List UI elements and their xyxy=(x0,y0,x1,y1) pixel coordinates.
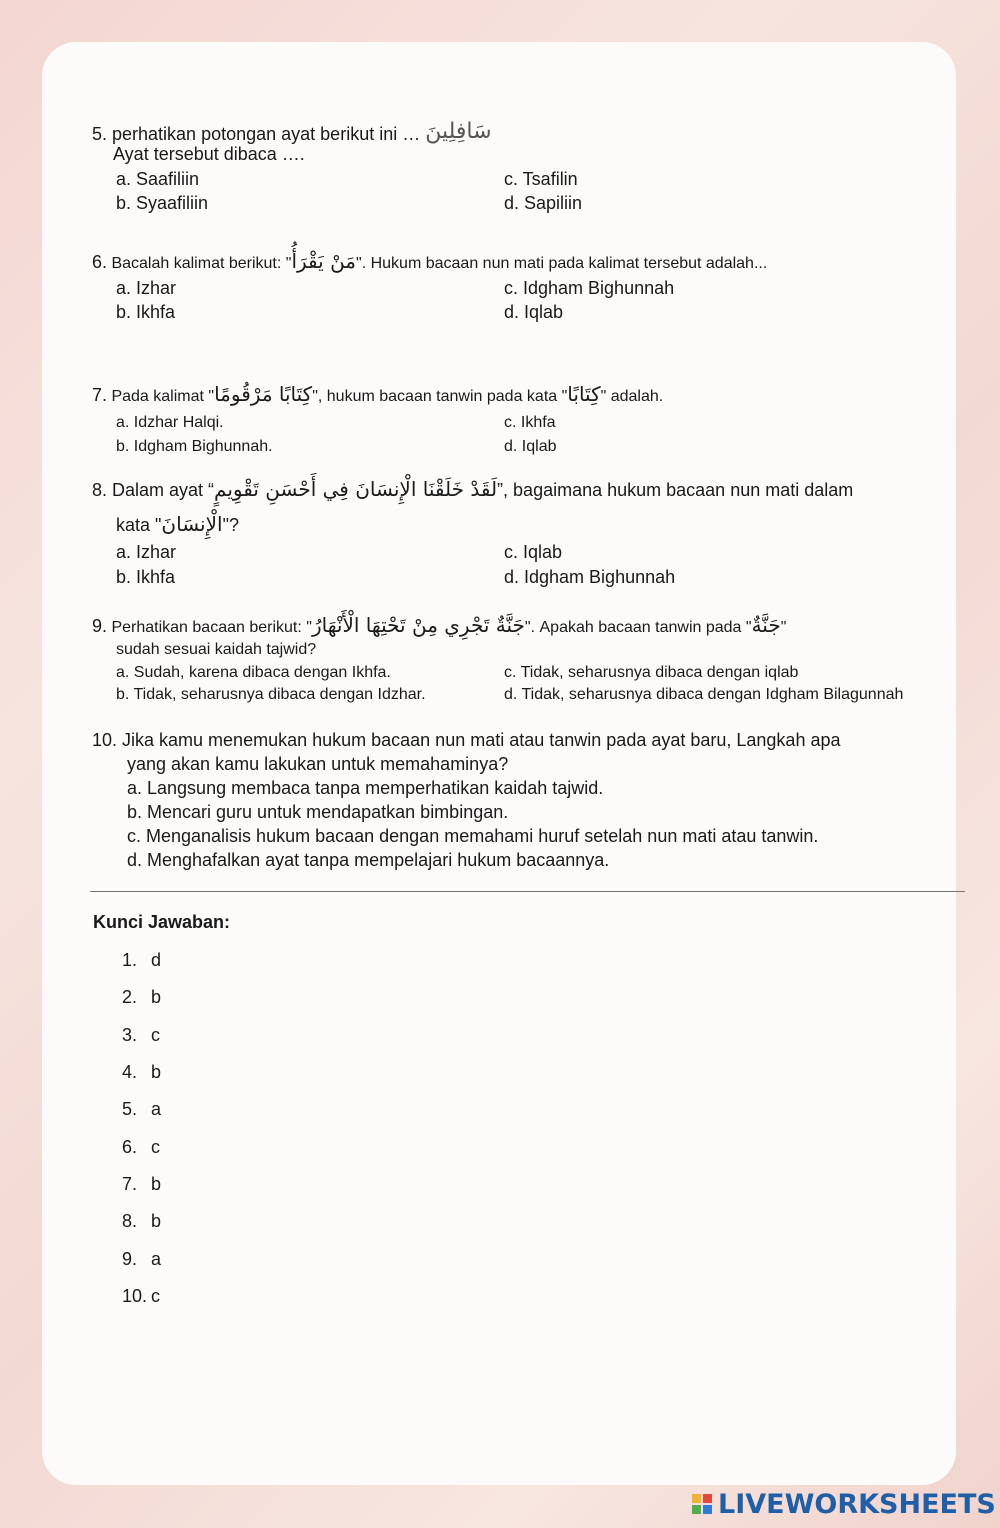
q7-post: " adalah. xyxy=(600,388,664,405)
q5-sub: Ayat tersebut dibaca …. xyxy=(113,144,305,164)
q9-post: " xyxy=(780,619,787,636)
q10-option-b: b. Mencari guru untuk mendapatkan bimbingan. xyxy=(127,802,509,822)
q7-pre: Pada kalimat " xyxy=(107,388,215,405)
q9-number: 9. xyxy=(92,616,108,636)
liveworksheets-logo[interactable] xyxy=(692,1488,996,1520)
answer-number: 9. xyxy=(122,1249,138,1269)
answer-key-item xyxy=(122,1062,161,1083)
answer-letter: c xyxy=(151,1286,160,1306)
answer-letter: b xyxy=(151,1174,162,1194)
q9-pre: Perhatikan bacaan berikut: " xyxy=(107,619,312,636)
q10-option-d: d. Menghafalkan ayat tanpa mempelajari hukum bacaannya. xyxy=(127,850,610,870)
q9-arabic-word: جَنَّةٌ xyxy=(751,613,781,637)
answer-key-item xyxy=(122,1174,161,1195)
q8-option-c: c. Iqlab xyxy=(504,542,563,562)
answer-letter: c xyxy=(151,1025,160,1045)
answer-key-item xyxy=(122,1099,161,1120)
q6-option-b: b. Ikhfa xyxy=(116,302,176,322)
answer-number: 5. xyxy=(122,1099,138,1119)
q6-option-d: d. Iqlab xyxy=(504,302,564,322)
answer-key-item xyxy=(122,1211,161,1232)
q9-option-b: b. Tidak, seharusnya dibaca dengan Idzhar. xyxy=(116,686,426,703)
q6-stem xyxy=(92,249,767,273)
q7-option-c: c. Ikhfa xyxy=(504,414,556,431)
liveworksheets-logo-icon xyxy=(692,1494,712,1514)
answer-key-item xyxy=(122,1286,160,1307)
q8-line2-post: "? xyxy=(222,515,239,535)
q6-arabic: مَنْ يَقْرَأُ xyxy=(291,249,357,273)
q9-arabic: جَنَّةٌ تَجْرِي مِنْ تَحْتِهَا الْأَنْهَارُ xyxy=(311,613,525,637)
q9-stem-line2: sudah sesuai kaidah tajwid? xyxy=(116,641,317,658)
q7-arabic-word: كِتَابًا xyxy=(567,382,601,406)
q8-post: ”, bagaimana hukum bacaan nun mati dalam xyxy=(497,480,854,500)
q8-arabic: لَقَدْ خَلَقْنَا الْإِنسَانَ فِي أَحْسَنِ تَقْوِيمٍ xyxy=(214,477,498,501)
answer-number: 1. xyxy=(122,950,138,970)
answer-key-item xyxy=(122,1025,160,1046)
answer-number: 3. xyxy=(122,1025,138,1045)
q8-stem xyxy=(92,477,853,501)
q9-stem xyxy=(92,613,786,637)
q5-option-a: a. Saafiliin xyxy=(116,169,200,189)
divider xyxy=(90,891,965,892)
answer-number: 6. xyxy=(122,1137,138,1157)
q8-pre: 8. Dalam ayat “ xyxy=(92,480,215,500)
q5-option-d: d. Sapiliin xyxy=(504,193,583,213)
answer-letter: d xyxy=(151,950,162,970)
q9-option-d: d. Tidak, seharusnya dibaca dengan Idgham Bilagunnah xyxy=(504,686,904,703)
q8-arabic-word: الْإِنسَانَ xyxy=(161,512,223,536)
q8-stem-line2 xyxy=(116,512,239,536)
answer-key-item xyxy=(122,1137,160,1158)
q7-number: 7. xyxy=(92,385,108,405)
answer-key-title: Kunci Jawaban: xyxy=(93,912,231,932)
q5-stem-text: 5. perhatikan potongan ayat berikut ini … xyxy=(92,124,421,144)
q10-stem-line1: 10. Jika kamu menemukan hukum bacaan nun mati atau tanwin pada ayat baru, Langkah apa xyxy=(92,730,841,750)
answer-key-item xyxy=(122,950,161,971)
answer-number: 2. xyxy=(122,987,138,1007)
answer-letter: c xyxy=(151,1137,160,1157)
q10-option-c: c. Menganalisis hukum bacaan dengan memahami huruf setelah nun mati atau tanwin. xyxy=(127,826,819,846)
q6-number: 6. xyxy=(92,252,108,272)
answer-number: 8. xyxy=(122,1211,138,1231)
q6-post: ". Hukum bacaan nun mati pada kalimat tersebut adalah... xyxy=(356,255,768,272)
answer-letter: b xyxy=(151,1211,162,1231)
answer-letter: a xyxy=(151,1249,162,1269)
answer-number: 4. xyxy=(122,1062,138,1082)
answer-number: 7. xyxy=(122,1174,138,1194)
q6-option-c: c. Idgham Bighunnah xyxy=(504,278,675,298)
q7-mid: ", hukum bacaan tanwin pada kata " xyxy=(312,388,568,405)
answer-key-item xyxy=(122,987,161,1008)
liveworksheets-logo-text: LIVEWORKSHEETS xyxy=(718,1488,996,1520)
q6-option-a: a. Izhar xyxy=(116,278,177,298)
q5-arabic-image: سَافِلِينَ xyxy=(425,119,492,144)
q5-option-b: b. Syaafiliin xyxy=(116,193,209,213)
answer-letter: a xyxy=(151,1099,162,1119)
answer-key-item xyxy=(122,1249,161,1270)
q8-option-d: d. Idgham Bighunnah xyxy=(504,567,676,587)
q8-option-a: a. Izhar xyxy=(116,542,177,562)
answer-number: 10. xyxy=(122,1286,148,1306)
q5-stem xyxy=(92,119,492,145)
answer-letter: b xyxy=(151,987,162,1007)
answer-letter: b xyxy=(151,1062,162,1082)
q6-pre: Bacalah kalimat berikut: " xyxy=(107,255,292,272)
q9-option-a: a. Sudah, karena dibaca dengan Ikhfa. xyxy=(116,664,391,681)
q10-stem-line2: yang akan kamu lakukan untuk memahaminya? xyxy=(127,754,509,774)
q10-option-a: a. Langsung membaca tanpa memperhatikan kaidah tajwid. xyxy=(127,778,604,798)
q7-option-b: b. Idgham Bighunnah. xyxy=(116,438,273,455)
q7-arabic: كِتَابًا مَرْقُومًا xyxy=(214,382,313,406)
q9-mid: ". Apakah bacaan tanwin pada " xyxy=(524,619,752,636)
q5-option-c: c. Tsafilin xyxy=(504,169,578,189)
q8-option-b: b. Ikhfa xyxy=(116,567,176,587)
q7-option-a: a. Idzhar Halqi. xyxy=(116,414,224,431)
q9-option-c: c. Tidak, seharusnya dibaca dengan iqlab xyxy=(504,664,799,681)
q7-option-d: d. Iqlab xyxy=(504,438,557,455)
q8-line2-pre: kata " xyxy=(116,515,162,535)
q7-stem xyxy=(92,382,663,406)
